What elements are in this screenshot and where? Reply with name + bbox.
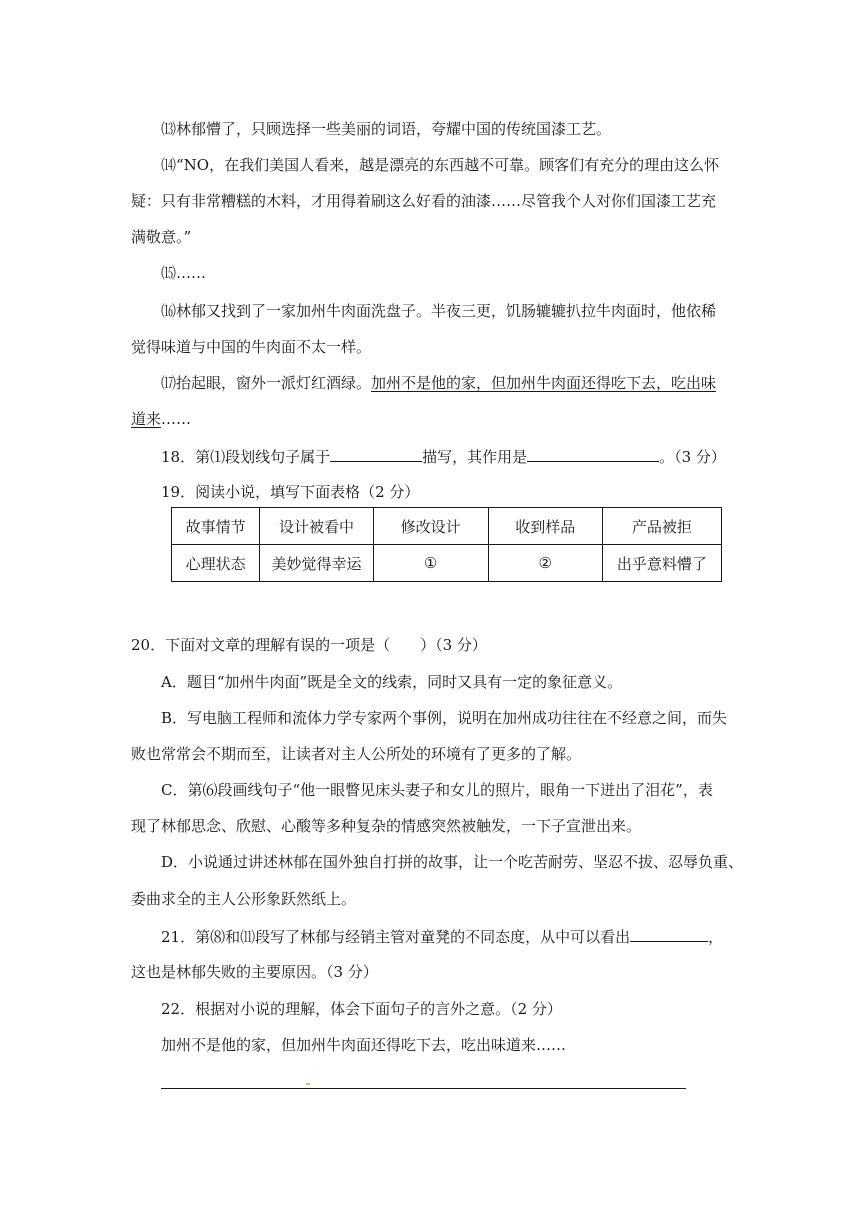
paragraph-14-line-1: ⒁“NO，在我们美国人看来，越是漂亮的东西越不可靠。顾客们有充分的理由这么怀 (161, 156, 720, 174)
paragraph-16-line-1: ⒃林郁又找到了一家加州牛肉面洗盘子。半夜三更，饥肠辘辘扒拉牛肉面时，他依稀 (161, 302, 717, 320)
table-cell: 收到样品 (488, 508, 602, 545)
paragraph-17-underlined-sentence: 加州不是他的家，但加州牛肉面还得吃下去，吃出味 (371, 374, 717, 392)
paragraph-15: ⒂…… (161, 264, 207, 282)
question-19-prompt: 19．阅读小说，填写下面表格（2 分） (161, 483, 420, 501)
table-cell: 修改设计 (373, 508, 488, 545)
question-18 (161, 446, 726, 467)
paragraph-13: ⒀林郁懵了，只顾选择一些美丽的词语，夸耀中国的传统国漆工艺。 (161, 120, 612, 138)
question-21-text: 21．第⑻和⑾段写了林郁与经销主管对童凳的不同态度，从中可以看出 (161, 928, 631, 946)
table-row (172, 508, 722, 545)
answer-cell-1[interactable]: ① (373, 545, 488, 582)
option-c-line-1: C．第⑹段画线句子“他一眼瞥见床头妻子和女儿的照片，眼角一下迸出了泪花”，表 (161, 781, 713, 799)
question-18-part-2: 描写，其作用是 (422, 448, 528, 466)
question-21-line-2: 这也是林郁失败的主要原因。（3 分） (131, 963, 378, 981)
option-b-line-1: B．写电脑工程师和流体力学专家两个事例，说明在加州成功往往在不经意之间，而失 (161, 709, 728, 727)
question-22-prompt: 22．根据对小说的理解，体会下面句子的言外之意。（2 分） (161, 1000, 562, 1018)
table-cell: 故事情节 (172, 508, 260, 545)
answer-blank-18a[interactable] (330, 446, 422, 462)
option-b-line-2: 败也常常会不期而至，让读者对主人公所处的环境有了更多的了解。 (131, 745, 582, 763)
question-21-comma: ， (708, 928, 724, 946)
paragraph-17-line-1 (161, 373, 716, 393)
option-c-line-2: 现了林郁思念、欣慰、心酸等多种复杂的情感突然被触发，一下子宣泄出来。 (131, 817, 642, 835)
answer-blank-18b[interactable] (527, 446, 659, 462)
plot-emotion-table (171, 507, 722, 582)
table-cell: 美妙觉得幸运 (260, 545, 373, 582)
table-cell: 出乎意料懵了 (602, 545, 721, 582)
paragraph-17-plain-text: ⒄抬起眼，窗外一派灯红酒绿。 (161, 374, 372, 392)
question-20-prompt: 20．下面对文章的理解有误的一项是（ ）（3 分） (131, 636, 487, 654)
table-cell: 产品被拒 (602, 508, 721, 545)
answer-blank-21[interactable] (630, 926, 708, 942)
question-21-line-1 (161, 926, 723, 947)
paragraph-14-line-2: 疑：只有非常糟糕的木料，才用得着刷这么好看的油漆……尽管我个人对你们国漆工艺充 (131, 192, 717, 210)
table-cell: 设计被看中 (260, 508, 373, 545)
paragraph-16-line-2: 觉得味道与中国的牛肉面不太一样。 (131, 338, 372, 356)
ink-speck (306, 1083, 310, 1085)
option-d-line-1: D．小说通过讲述林郁在国外独自打拼的故事，让一个吃苦耐劳、坚忍不拔、忍辱负重、 (161, 853, 744, 871)
option-a: A．题目“加州牛肉面”既是全文的线索，同时又具有一定的象征意义。 (161, 673, 623, 691)
paragraph-14-line-3: 满敬意。” (131, 228, 192, 246)
table-cell: 心理状态 (172, 545, 260, 582)
paragraph-17-line-2 (131, 409, 191, 429)
question-18-part-1: 18．第⑴段划线句子属于 (161, 448, 331, 466)
answer-cell-2[interactable]: ② (488, 545, 602, 582)
answer-line-22[interactable] (161, 1088, 686, 1089)
question-22-quote: 加州不是他的家，但加州牛肉面还得吃下去，吃出味道来…… (161, 1036, 567, 1054)
table-row (172, 545, 722, 582)
paragraph-17-ellipsis: …… (161, 410, 192, 428)
question-18-part-3: 。（3 分） (659, 448, 726, 466)
option-d-line-2: 委曲求全的主人公形象跃然纸上。 (131, 890, 357, 908)
paragraph-17-underlined-end: 道来 (131, 410, 162, 428)
